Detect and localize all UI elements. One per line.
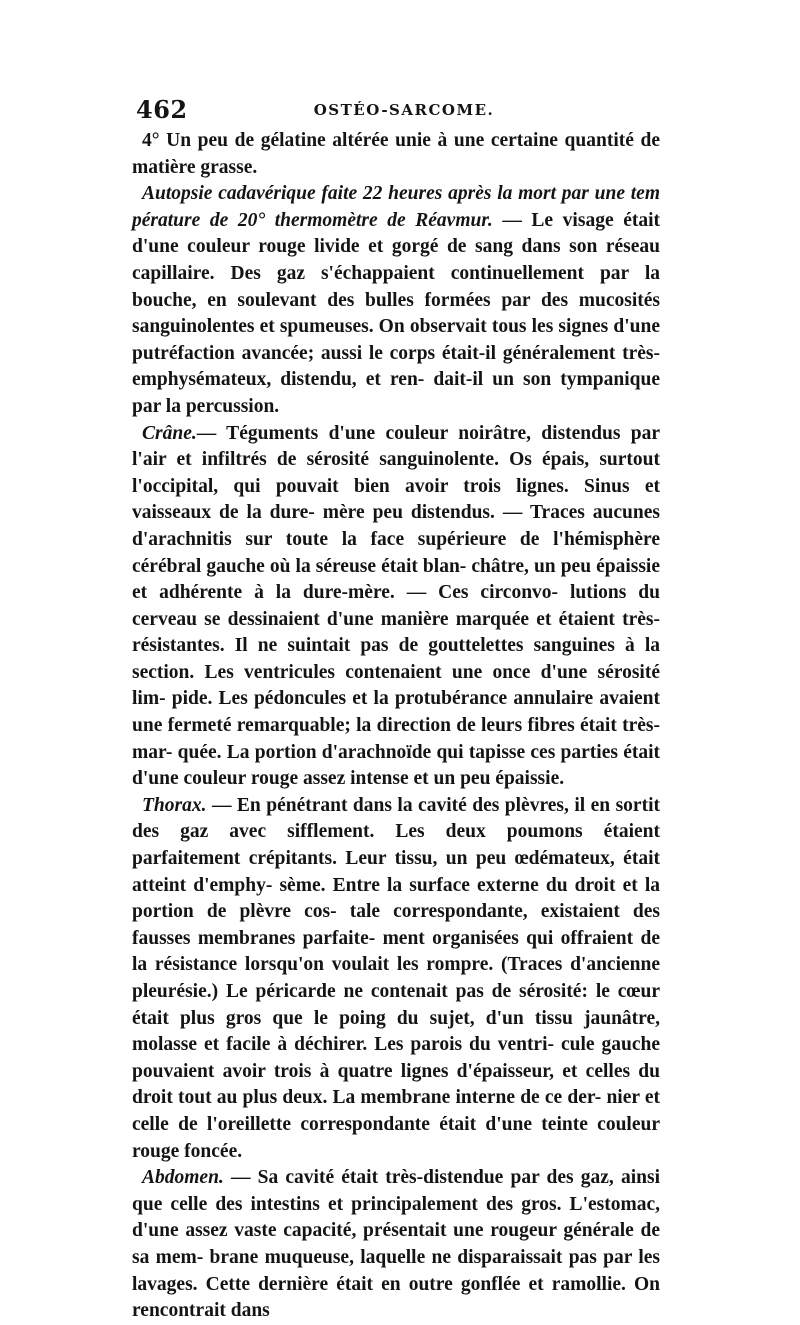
paragraph-abdomen — [132, 1165, 660, 1325]
running-head — [132, 96, 660, 124]
paragraph-crane — [132, 421, 660, 793]
body-text — [132, 128, 660, 1325]
paragraph-text: — Téguments d'une couleur noirâtre, distendus par l'air et infiltrés de sérosité sanguinolente. Os épais, surtout l'occipital, qui pouvait bien avoir trois lignes. Sinus et vaisseaux de la dure- mère peu distendus. — Traces aucunes d'arachnitis sur toute la face supérieure de l'hémisphère cérébral gauche où la séreuse était blan- châtre, un peu épaissie et adhérente à la dure-mère. — Ces circonvo- lutions du cerveau se dessinaient d'une manière marquée et étaient très-résistantes. Il ne suintait pas de gouttelettes sanguines à la section. Les ventricules contenaient une once d'une sérosité lim- pide. Les pédoncules et la protubérance annulaire avaient une fermeté remarquable; la direction de leurs fibres était très-mar- quée. La portion d'arachnoïde qui tapisse ces parties était d'une couleur rouge assez intense et un peu épaissie. — [132, 422, 660, 790]
book-page — [132, 96, 660, 1325]
paragraph-thorax — [132, 793, 660, 1165]
section-lead-crane: Crâne. — [142, 422, 197, 444]
section-lead-autopsy: Autopsie cadavérique faite 22 heures après la mort par une tem pérature de 20° thermomètre de Réavmur. — [132, 183, 660, 231]
section-lead-thorax: Thorax. — [142, 794, 207, 816]
paragraph-list-item-4 — [132, 128, 660, 181]
paragraph-text: 4° Un peu de gélatine altérée unie à une certaine quantité de matière grasse. — [132, 130, 660, 178]
section-lead-abdomen: Abdomen. — [142, 1167, 224, 1189]
paragraph-text: — En pénétrant dans la cavité des plèvres, il en sortit des gaz avec sifflement. Les deux poumons étaient parfaitement crépitants. Leur tissu, un peu œdémateux, était atteint d'emphy- sème. Entre la surface externe du droit et la portion de plèvre cos- tale correspondante, existaient des fausses membranes parfaite- ment organisées qui offraient de la résistance lorsqu'on voulait les rompre. (Traces d'ancienne pleurésie.) Le péricarde ne contenait pas de sérosité: le cœur était plus gros que le poing du sujet, d'un tissu jaunâtre, molasse et facile à déchirer. Les parois du ventri- cule gauche pouvaient avoir trois à quatre lignes d'épaisseur, et celles du droit tout au plus deux. La membrane interne de ce der- nier et celle de l'oreillette correspondante était d'une teinte couleur rouge foncée. — [132, 794, 660, 1162]
page-number: 462 — [136, 95, 188, 124]
paragraph-text: — Sa cavité était très-distendue par des gaz, ainsi que celle des intestins et principalement des gros. L'estomac, d'une assez vaste capacité, présentait une rougeur générale de sa mem- brane muqueuse, laquelle ne disparaissait pas par les lavages. Cette dernière était en outre gonflée et ramollie. On rencontrait dans — [132, 1167, 660, 1322]
running-title: OSTÉO-SARCOME. — [313, 101, 495, 119]
paragraph-autopsy — [132, 181, 660, 420]
paragraph-text: — Le visage était d'une couleur rouge livide et gorgé de sang dans son réseau capillaire. Des gaz s'échappaient continuellement par la bouche, en soulevant des bulles formées par des mucosités sanguinolentes et spumeuses. On observait tous les signes d'une putréfaction avancée; aussi le corps était-il généralement très-emphysémateux, distendu, et ren- dait-il un son tympanique par la percussion. — [132, 209, 661, 417]
